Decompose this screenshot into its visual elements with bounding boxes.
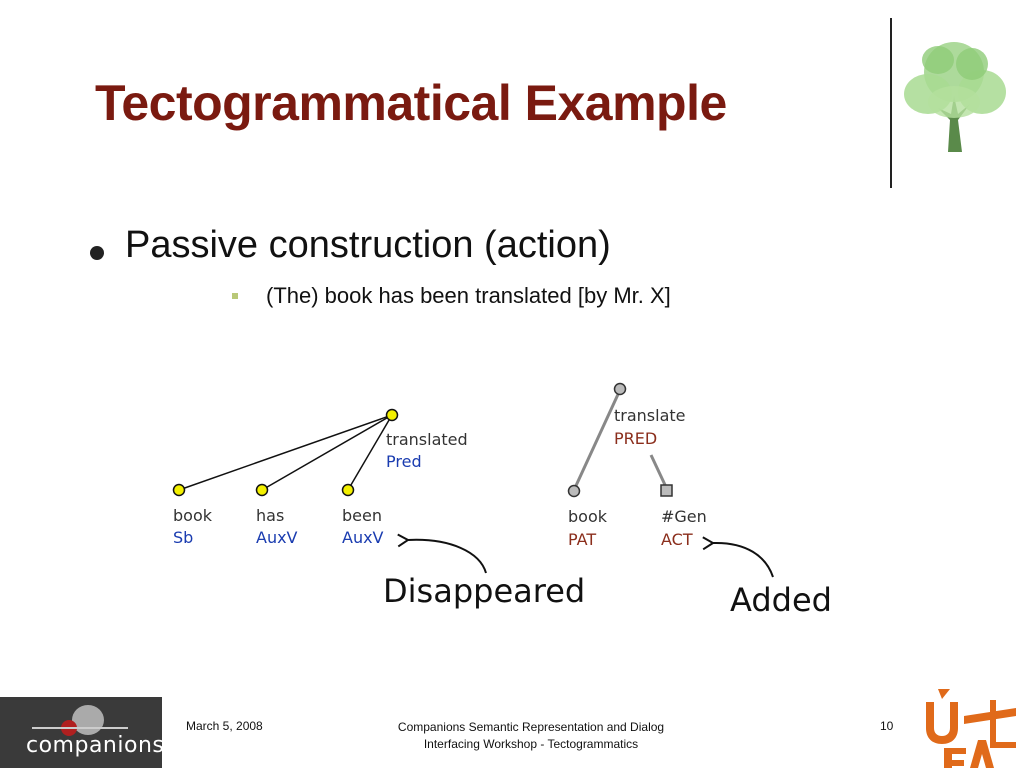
atree-edge-has [262, 415, 392, 490]
added-callout: Added [730, 581, 832, 619]
atree-node-been [343, 485, 354, 496]
footer-event-line1: Companions Semantic Representation and Dialog [397, 720, 665, 734]
bullet-level2-text: (The) book has been translated [by Mr. X] [266, 283, 671, 308]
disappeared-callout: Disappeared [383, 572, 586, 610]
atree-word-has: has [256, 506, 285, 525]
ttree-word-gen: #Gen [661, 507, 707, 526]
ttree-label-gen: ACT [661, 530, 693, 549]
atree-edge-book [179, 415, 392, 490]
ufal-logo [918, 686, 1024, 768]
atree-root-word: translated [386, 430, 468, 449]
ttree-node-root [615, 384, 626, 395]
atree-node-root [387, 410, 398, 421]
atree-label-book: Sb [173, 528, 194, 547]
ttree-edge-gen [651, 455, 666, 487]
companions-logo-text: companions [26, 733, 165, 758]
companions-logo [0, 697, 165, 768]
page-number: 10 [880, 719, 894, 733]
ttree-label-book: PAT [568, 530, 597, 549]
ttree-word-book: book [568, 507, 607, 526]
ttree-node-book [569, 486, 580, 497]
atree-word-book: book [173, 506, 212, 525]
atree-word-been: been [342, 506, 382, 525]
footer-date: March 5, 2008 [186, 719, 263, 733]
bullet-level1-text: Passive construction (action) [125, 224, 611, 266]
added-arrow-icon [713, 543, 773, 577]
slide-title: Tectogrammatical Example [95, 75, 727, 131]
atree-label-been: AuxV [342, 528, 384, 547]
ttree-root-label: PRED [614, 429, 658, 448]
disappeared-arrow-icon [408, 540, 486, 573]
footer-event [340, 719, 722, 753]
ttree-node-gen [661, 485, 672, 496]
companions-logo-icon [0, 697, 162, 737]
atree-root-label: Pred [386, 452, 422, 471]
atree-node-has [257, 485, 268, 496]
atree-label-has: AuxV [256, 528, 298, 547]
ttree-root-word: translate [614, 406, 686, 425]
footer-event-line2: Interfacing Workshop - Tectogrammatics [423, 737, 639, 751]
atree-node-book [174, 485, 185, 496]
